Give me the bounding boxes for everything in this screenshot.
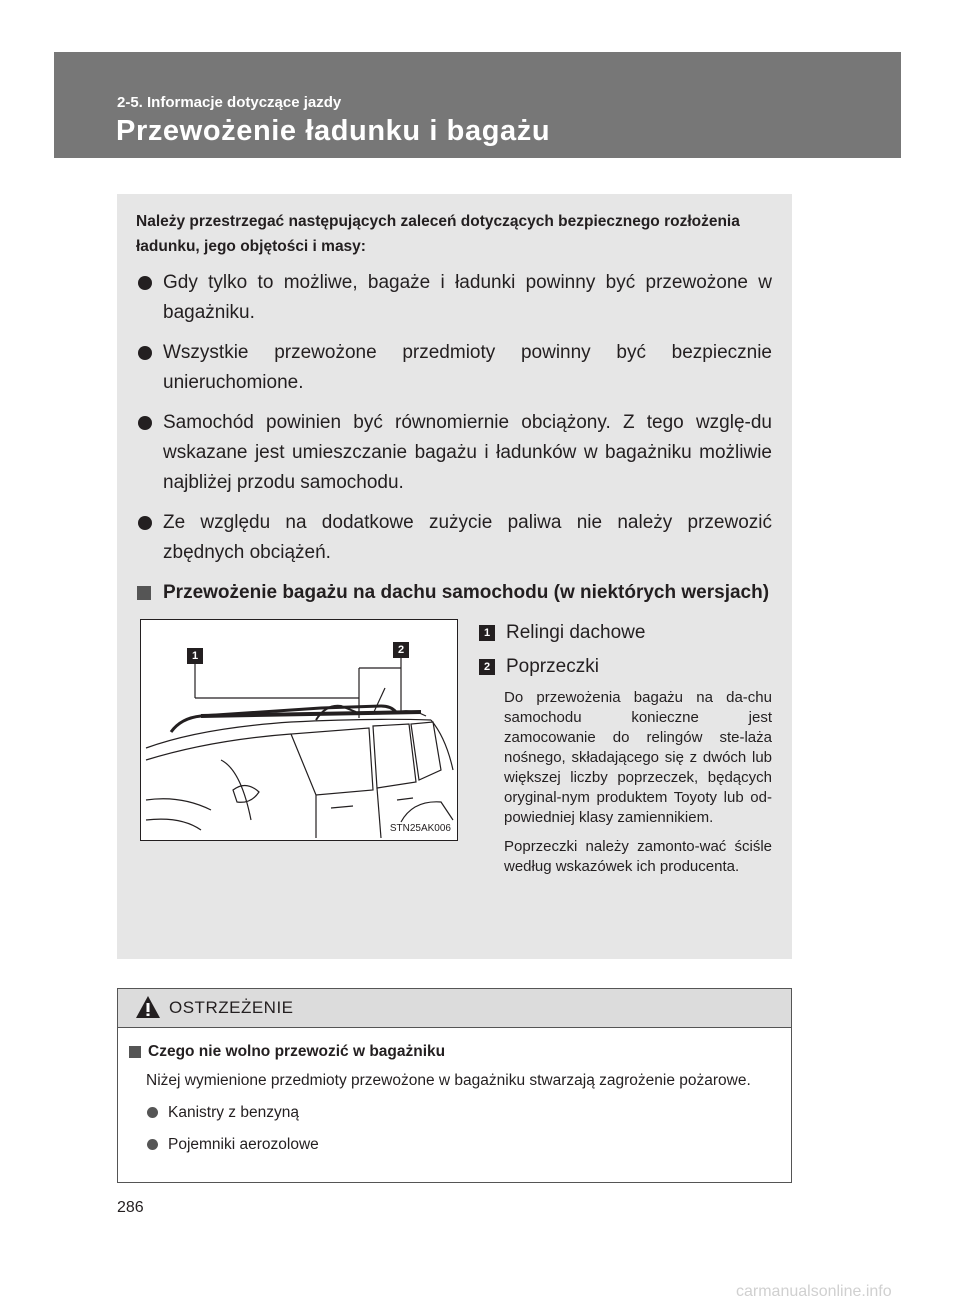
bullet-item: Ze względu na dodatkowe zużycie paliwa nie należy przewozić zbędnych obciążeń. — [136, 508, 772, 568]
warning-box — [117, 988, 792, 1183]
bullet-dot-icon — [138, 416, 152, 430]
warning-title: OSTRZEŻENIE — [169, 998, 294, 1017]
warning-heading: Czego nie wolno przewozić w bagażniku — [128, 1041, 778, 1063]
legend-item: 2 Poprzeczki — [476, 652, 772, 682]
page-number: 286 — [117, 1199, 144, 1216]
callout-2: 2 — [393, 642, 409, 658]
warning-header — [118, 989, 791, 1028]
warning-body — [128, 1041, 778, 1156]
bullet-dot-icon — [147, 1139, 158, 1150]
warning-text: Niżej wymienione przedmioty przewożone w bagażniku stwarzają zagrożenie pożarowe. — [146, 1072, 751, 1089]
page-header — [54, 52, 901, 158]
bullet-item: Samochód powinien być równomiernie obciążony. Z tego wzglę-du wskazane jest umieszczanie bagażu i ładunków w bagażniku możliwie najbliżej przodu samochodu. — [136, 408, 772, 498]
square-bullet-icon — [129, 1046, 141, 1058]
legend-number: 2 — [479, 659, 495, 675]
page-title: Przewożenie ładunku i bagażu — [116, 115, 551, 147]
warning-triangle-icon — [135, 995, 161, 1019]
bullet-list — [136, 268, 772, 608]
section-label: 2-5. Informacje dotyczące jazdy — [117, 94, 342, 111]
note-paragraph: Poprzeczki należy zamonto-wać ściśle według wskazówek ich producenta. — [504, 838, 772, 875]
note-paragraph: Do przewożenia bagażu na da-chu samochodu konieczne jest zamocowanie do relingów ste-laża nośnego, składającego się z dwóch lub większej liczby poprzeczek, będących oryginal-nym produktem Toyoty lub od-powiedniej klasy zamiennikiem. — [504, 689, 772, 826]
subheading: Przewożenie bagażu na dachu samochodu (w niektórych wersjach) — [136, 578, 772, 608]
warning-item: Pojemniki aerozolowe — [128, 1134, 778, 1156]
legend-item: 1 Relingi dachowe — [476, 618, 772, 648]
watermark: carmanualsonline.info — [736, 1283, 892, 1300]
callout-1: 1 — [187, 648, 203, 664]
warning-item: Kanistry z benzyną — [128, 1102, 778, 1124]
figure-code: STN25AK006 — [389, 823, 451, 834]
bullet-dot-icon — [138, 346, 152, 360]
square-bullet-icon — [137, 586, 151, 600]
intro-text: Należy przestrzegać następujących zaleceń dotyczących bezpiecznego rozłożenia ładunku, jego objętości i masy: — [136, 213, 740, 255]
bullet-dot-icon — [147, 1107, 158, 1118]
figure-legend — [476, 618, 772, 686]
roof-rack-note — [504, 688, 772, 886]
bullet-dot-icon — [138, 516, 152, 530]
legend-number: 1 — [479, 625, 495, 641]
roof-rack-illustration — [140, 619, 458, 841]
bullet-item: Wszystkie przewożone przedmioty powinny być bezpiecznie unieruchomione. — [136, 338, 772, 398]
bullet-item: Gdy tylko to możliwe, bagaże i ładunki powinny być przewożone w bagażniku. — [136, 268, 772, 328]
bullet-dot-icon — [138, 276, 152, 290]
info-panel — [117, 194, 792, 959]
